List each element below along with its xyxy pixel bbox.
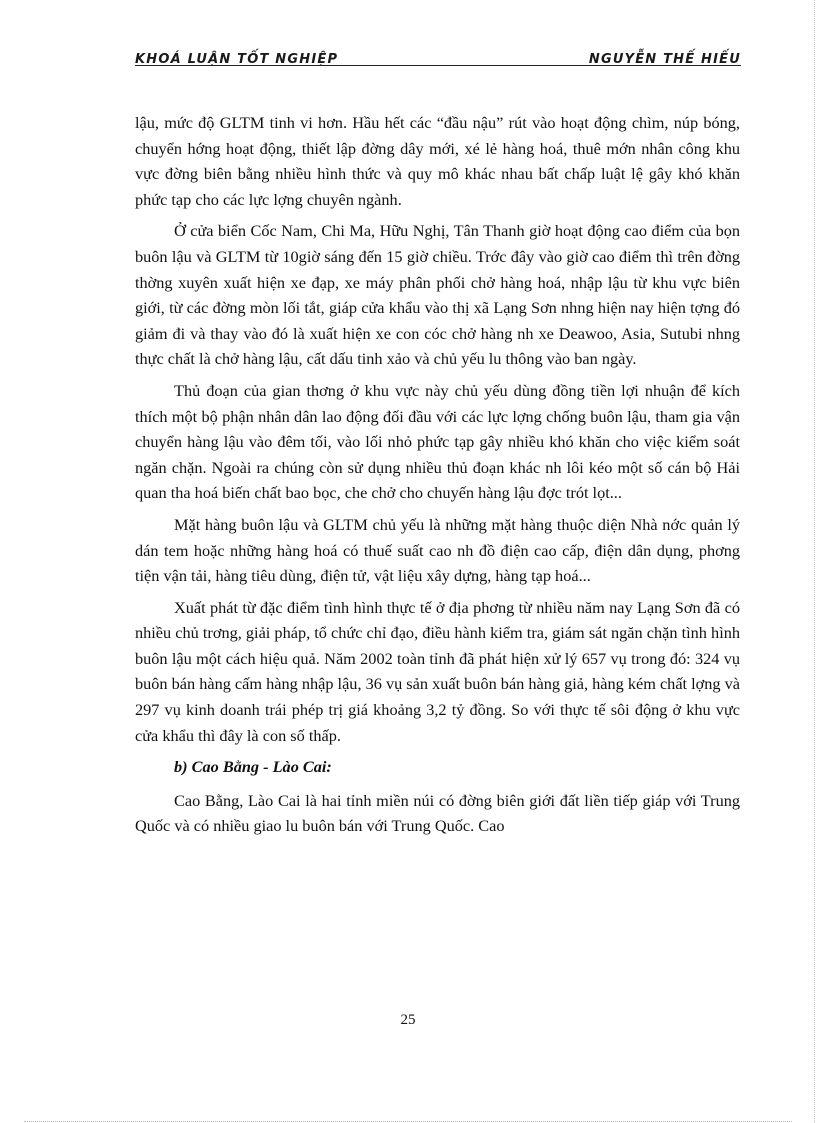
page-number: 25 bbox=[400, 1012, 416, 1028]
section-heading: b) Cao Bằng - Lào Cai: bbox=[174, 757, 332, 777]
paragraph-thu-doan: Thủ đoạn của gian thơng ở khu vực này chủ yếu dùng đồng tiền lợi nhuận để kích thích một bộ phận nhân dân lao động đối đầu với các lực lợng chống buôn lậu, tham gia vận chuyển hàng lậu vào đêm tối, vào lối nhỏ phức tạp gây nhiều khó khăn cho việc kiểm soát ngăn chặn. Ngoài ra chúng còn sử dụng nhiều thủ đoạn khác nh lôi kéo một số cán bộ Hải quan tha hoá biến chất bao bọc, che chở cho chuyến hàng lậu đợc trót lọt... bbox=[135, 380, 740, 503]
paragraph-continuation: lậu, mức độ GLTM tinh vi hơn. Hầu hết các “đầu nậu” rút vào hoạt động chìm, núp bóng, chuyển hớng hoạt động, thiết lập đờng dây mới, xé lẻ hàng hoá, thuê mớn nhân công khu vực đờng biên bằng nhiều hình thức và quy mô khác nhau bất chấp luật lệ gây khó khăn phức tạp cho các lực lợng chuyên ngành. bbox=[135, 113, 740, 209]
paragraph-mat-hang: Mặt hàng buôn lậu và GLTM chủ yếu là những mặt hàng thuộc diện Nhà nớc quản lý dán tem hoặc những hàng hoá có thuế suất cao nh đồ điện cao cấp, điện dân dụng, phơng tiện vận tải, hàng tiêu dùng, điện tử, vật liệu xây dựng, hàng tạp hoá... bbox=[135, 514, 740, 586]
page-edge-right bbox=[814, 0, 815, 1123]
running-header bbox=[135, 52, 741, 72]
page-body bbox=[135, 110, 740, 845]
paragraph-xuat-phat: Xuất phát từ đặc điểm tình hình thực tế ở địa phơng từ nhiều năm nay Lạng Sơn đã có nhiều chủ trơng, giải pháp, tổ chức chỉ đạo, điều hành kiểm tra, giám sát ngăn chặn tình hình buôn lậu một cách hiệu quả. Năm 2002 toàn tỉnh đã phát hiện xử lý 657 vụ trong đó: 324 vụ buôn bán hàng cấm hàng nhập lậu, 36 vụ sản xuất buôn bán hàng giả, hàng kém chất lợng và 297 vụ kinh doanh trái phép trị giá khoảng 3,2 tỷ đồng. So với thực tế sôi động ở khu vực cửa khẩu thì đây là con số thấp. bbox=[135, 597, 740, 745]
paragraph-cao-bang: Cao Bằng, Lào Cai là hai tỉnh miền núi có đờng biên giới đất liền tiếp giáp với Trung Quốc và có nhiều giao lu buôn bán với Trung Quốc. Cao bbox=[135, 790, 740, 836]
header-title: KHOÁ LUẬN TỐT NGHIỆP bbox=[135, 52, 339, 67]
header-author: NGUYỄN THẾ HIẾU bbox=[588, 52, 741, 67]
paragraph-coc-nam: Ở cửa biển Cốc Nam, Chi Ma, Hữu Nghị, Tân Thanh giờ hoạt động cao điểm của bọn buôn lậu và GLTM từ 10giờ sáng đến 15 giờ chiều. Trớc đây vào giờ cao điểm thì trên đờng thờng xuyên xuất hiện xe đạp, xe máy phân phối chở hàng hoá, nhập lậu từ khu vực biên giới, từ các đờng mòn lối tắt, giáp cửa khẩu vào thị xã Lạng Sơn nhng hiện nay hiện tợng đó giảm đi và thay vào đó là xuất hiện xe con cóc chở hàng nh xe Deawoo, Asia, Sutubi nhng thực chất là chở hàng lậu, cất dấu tinh xảo và chủ yếu lu thông vào ban ngày. bbox=[135, 221, 740, 369]
page-edge-bottom bbox=[24, 1121, 792, 1122]
